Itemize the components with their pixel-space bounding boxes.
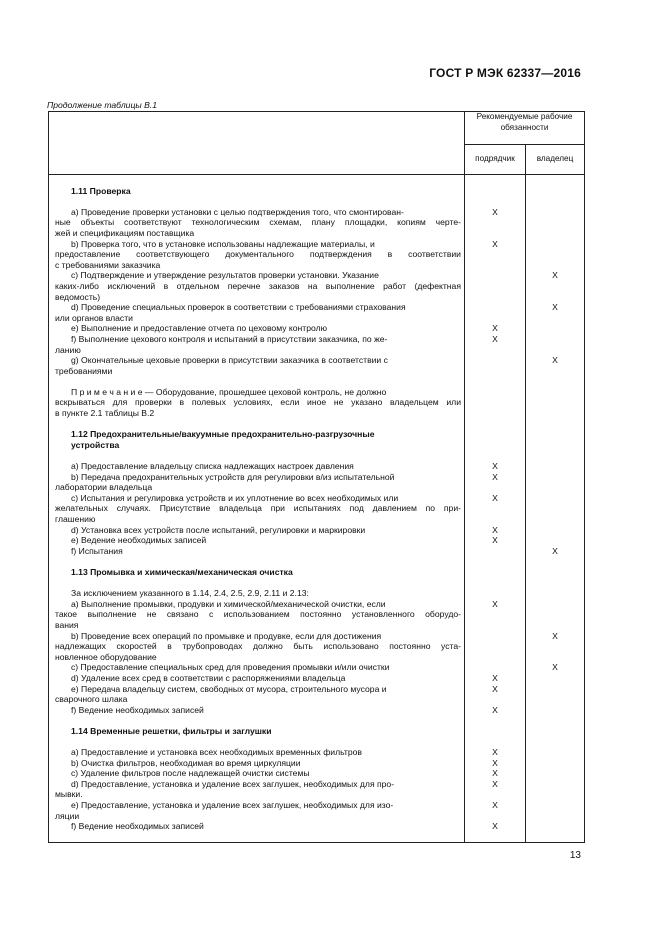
contractor-mark — [465, 419, 525, 430]
item-text-line: новленное оборудование — [55, 651, 157, 662]
item-text-line: c) Удаление фильтров после надлежащей очистки системы — [71, 768, 310, 779]
item-text-line: ляции — [55, 810, 80, 821]
contractor-mark — [465, 313, 525, 324]
item-text-line: лаборатории владельца — [55, 482, 153, 493]
contractor-mark: X — [492, 683, 498, 694]
contractor-mark — [465, 355, 525, 366]
owner-mark: X — [552, 545, 558, 556]
contractor-mark: X — [492, 672, 498, 683]
contractor-mark: X — [492, 524, 498, 535]
item-text-line: f) Ведение необходимых записей — [71, 821, 204, 832]
item-text-line: такое выполнение не связано с использованием постоянно установленного оборудо- — [55, 609, 461, 620]
item-text-line: ланию — [55, 344, 81, 355]
item-text-line: e) Выполнение и предоставление отчета по цеховому контролю — [71, 323, 328, 334]
owner-mark — [526, 450, 584, 461]
owner-mark — [526, 281, 584, 292]
contractor-mark: X — [492, 492, 498, 503]
header-recommended-duties: Рекомендуемые рабочие обязанности — [465, 112, 585, 145]
description-column — [49, 175, 465, 843]
header-owner: владелец — [526, 144, 585, 174]
contractor-mark — [465, 832, 525, 843]
contractor-mark — [465, 217, 525, 228]
header-contractor: подрядчик — [465, 144, 526, 174]
contractor-mark — [465, 652, 525, 663]
contractor-mark — [465, 556, 525, 567]
item-text-line: b) Проверка того, что в установке использованы надлежащие материалы, и — [71, 238, 375, 249]
owner-mark: X — [552, 630, 558, 641]
owner-mark — [526, 525, 584, 536]
contractor-mark — [465, 588, 525, 599]
owner-mark — [526, 376, 584, 387]
item-text-line: a) Предоставление владельцу списка надлежащих настроек давления — [71, 461, 354, 472]
item-text-line: f) Выполнение цехового контроля и испытаний в присутствии заказчика, по же- — [71, 333, 388, 344]
contractor-mark — [465, 345, 525, 356]
section-heading: 1.12 Предохранительные/вакуумные предохранительно-разгрузочные — [71, 429, 375, 440]
owner-mark — [526, 578, 584, 589]
contractor-mark — [465, 186, 525, 197]
contractor-mark: X — [492, 206, 498, 217]
owner-mark — [526, 705, 584, 716]
item-text-line — [55, 578, 461, 589]
contractor-mark — [465, 715, 525, 726]
owner-mark — [526, 556, 584, 567]
contractor-mark — [465, 726, 525, 737]
item-text-line: d) Установка всех устройств после испытаний, регулировки и маркировки — [71, 524, 366, 535]
contractor-mark: X — [492, 238, 498, 249]
owner-mark — [526, 641, 584, 652]
owner-mark — [526, 397, 584, 408]
contractor-mark: X — [492, 768, 498, 779]
owner-mark — [526, 758, 584, 769]
owner-mark: X — [552, 355, 558, 366]
owner-mark — [526, 609, 584, 620]
contractor-column — [465, 175, 526, 843]
owner-mark — [526, 811, 584, 822]
owner-mark — [526, 239, 584, 250]
contractor-mark: X — [492, 471, 498, 482]
item-text-line: П р и м е ч а н и е — Оборудование, прошедшее цеховой контроль, не должно — [71, 386, 387, 397]
item-text-line: c) Подтверждение и утверждение результатов проверки установки. Указание — [71, 270, 379, 281]
item-text-line: a) Выполнение промывки, продувки и химической/механической очистки, если — [71, 598, 386, 609]
item-text-line — [55, 715, 461, 726]
owner-mark — [526, 419, 584, 430]
contractor-mark — [465, 811, 525, 822]
contractor-mark — [465, 408, 525, 419]
item-text-line: в пункте 2.1 таблицы В.2 — [55, 408, 155, 419]
contractor-mark — [465, 270, 525, 281]
contractor-mark: X — [492, 323, 498, 334]
item-text-line — [55, 736, 461, 747]
owner-mark: X — [552, 270, 558, 281]
contractor-mark — [465, 292, 525, 303]
contractor-mark — [465, 228, 525, 239]
contractor-mark: X — [492, 333, 498, 344]
item-text-line: предоставление соответствующего документального подтверждения в соответствии — [55, 249, 461, 260]
contractor-mark: X — [492, 757, 498, 768]
item-text-line — [55, 450, 461, 461]
item-text-line: b) Очистка фильтров, необходимая во время циркуляции — [71, 757, 301, 768]
item-text-line — [55, 419, 461, 430]
item-text-line: c) Испытания и регулировка устройств и их уплотнение во всех необходимых или — [71, 492, 399, 503]
contractor-mark — [465, 450, 525, 461]
section-heading: 1.14 Временные решетки, фильтры и заглушки — [71, 725, 272, 736]
contractor-mark — [465, 366, 525, 377]
owner-mark — [526, 249, 584, 260]
section-heading: устройства — [71, 439, 120, 450]
item-text-line: a) Предоставление и установка всех необходимых временных фильтров — [71, 747, 362, 758]
item-text-line — [55, 832, 461, 843]
item-text-line — [55, 175, 461, 186]
owner-mark — [526, 747, 584, 758]
contractor-mark — [465, 429, 525, 440]
owner-mark — [526, 535, 584, 546]
owner-mark — [526, 726, 584, 737]
owner-mark — [526, 196, 584, 207]
owner-mark — [526, 684, 584, 695]
owner-mark — [526, 694, 584, 705]
contractor-mark — [465, 387, 525, 398]
item-text-line: b) Передача предохранительных устройств для регулировки в/из испытательной — [71, 471, 395, 482]
owner-mark: X — [552, 302, 558, 313]
owner-mark — [526, 652, 584, 663]
owner-mark — [526, 292, 584, 303]
item-text-line: вания — [55, 619, 79, 630]
item-text-line: d) Удаление всех сред в соответствии с распоряжениями владельца — [71, 672, 346, 683]
item-text-line: требованиями — [55, 365, 113, 376]
owner-mark — [526, 715, 584, 726]
contractor-mark — [465, 397, 525, 408]
table-continuation-caption: Продолжение таблицы В.1 — [47, 100, 157, 110]
owner-mark — [526, 345, 584, 356]
item-text-line: c) Предоставление специальных сред для проведения промывки и/или очистки — [71, 662, 390, 673]
owner-mark — [526, 503, 584, 514]
table-body-row — [49, 175, 585, 843]
item-text-line: b) Проведение всех операций по промывке и продувке, если для достижения — [71, 630, 382, 641]
item-text-line — [55, 556, 461, 567]
item-text-line: f) Ведение необходимых записей — [71, 704, 204, 715]
contractor-mark — [465, 567, 525, 578]
owner-mark — [526, 217, 584, 228]
item-text-line: вскрываться для проверки в полевых условиях, если иное не указано владельцем или — [55, 397, 461, 408]
owner-mark — [526, 440, 584, 451]
item-text-line — [55, 376, 461, 387]
item-text-line: надлежащих скоростей в трубопроводах должно быть использовано постоянно уста- — [55, 641, 461, 652]
owner-mark — [526, 482, 584, 493]
owner-mark: X — [552, 662, 558, 673]
owner-mark — [526, 186, 584, 197]
item-text-line — [55, 196, 461, 207]
owner-mark — [526, 779, 584, 790]
owner-mark — [526, 768, 584, 779]
item-text-line: мывки. — [55, 789, 83, 800]
section-heading: 1.13 Промывка и химическая/механическая очистка — [71, 566, 293, 577]
owner-mark — [526, 323, 584, 334]
owner-mark — [526, 832, 584, 843]
item-text-line: a) Проведение проверки установки с целью подтверждения того, что смонтирован- — [71, 206, 404, 217]
owner-mark — [526, 366, 584, 377]
contractor-mark — [465, 662, 525, 673]
contractor-mark — [465, 578, 525, 589]
contractor-mark — [465, 260, 525, 271]
owner-mark — [526, 175, 584, 186]
owner-mark — [526, 588, 584, 599]
owner-mark — [526, 472, 584, 483]
contractor-mark — [465, 376, 525, 387]
owner-mark — [526, 800, 584, 811]
contractor-mark: X — [492, 598, 498, 609]
item-text-line: ведомость) — [55, 291, 101, 302]
contractor-mark: X — [492, 778, 498, 789]
owner-mark — [526, 429, 584, 440]
owner-mark — [526, 228, 584, 239]
table-header-row — [49, 112, 585, 145]
contractor-mark — [465, 514, 525, 525]
item-text-line: d) Проведение специальных проверок в соответствии с требованиями страхования — [71, 302, 406, 313]
owner-mark — [526, 514, 584, 525]
owner-mark — [526, 493, 584, 504]
standard-designation: ГОСТ Р МЭК 62337—2016 — [429, 66, 581, 80]
owner-mark — [526, 673, 584, 684]
item-text-line: e) Предоставление, установка и удаление всех заглушек, необходимых для изо- — [71, 800, 394, 811]
item-text-line: жей и спецификациям поставщика — [55, 227, 195, 238]
page-number: 13 — [569, 850, 581, 861]
contractor-mark: X — [492, 747, 498, 758]
owner-mark — [526, 736, 584, 747]
contractor-mark: X — [492, 704, 498, 715]
owner-mark — [526, 387, 584, 398]
contractor-mark — [465, 482, 525, 493]
obligations-table — [48, 111, 585, 843]
item-text-line: желательных случаях. Присутствие владельца при испытаниях под давлением по при- — [55, 503, 461, 514]
owner-mark — [526, 461, 584, 472]
contractor-mark — [465, 694, 525, 705]
contractor-mark: X — [492, 821, 498, 832]
owner-mark — [526, 313, 584, 324]
contractor-mark — [465, 249, 525, 260]
item-text-line: g) Окончательные цеховые проверки в присутствии заказчика в соответствии с — [71, 355, 388, 366]
owner-mark — [526, 789, 584, 800]
owner-mark — [526, 821, 584, 832]
item-text-line: каких-либо исключений в отдельном перечне заказов на выполнение работ (дефектная — [55, 280, 461, 291]
item-text-line: с требованиями заказчика — [55, 259, 161, 270]
owner-mark — [526, 620, 584, 631]
owner-mark — [526, 408, 584, 419]
contractor-mark: X — [492, 461, 498, 472]
item-text-line: или органов власти — [55, 312, 133, 323]
contractor-mark — [465, 503, 525, 514]
contractor-mark — [465, 196, 525, 207]
contractor-mark: X — [492, 535, 498, 546]
owner-mark — [526, 207, 584, 218]
item-text-line: ные объекты соответствуют технологическим схемам, плану площадки, копиям черте- — [55, 217, 461, 228]
contractor-mark — [465, 789, 525, 800]
contractor-mark — [465, 440, 525, 451]
item-text-line: сварочного шлака — [55, 694, 128, 705]
contractor-mark — [465, 631, 525, 642]
item-text-line: За исключением указанного в 1.14, 2.4, 2.5, 2.9, 2.11 и 2.13: — [71, 588, 309, 599]
owner-column — [526, 175, 585, 843]
owner-mark — [526, 567, 584, 578]
section-heading: 1.11 Проверка — [71, 185, 131, 196]
item-text-line: e) Передача владельцу систем, свободных от мусора, строительного мусора и — [71, 683, 387, 694]
contractor-mark — [465, 609, 525, 620]
item-text-line: d) Предоставление, установка и удаление всех заглушек, необходимых для про- — [71, 778, 395, 789]
owner-mark — [526, 599, 584, 610]
header-description-cell — [49, 112, 465, 175]
item-text-line: f) Испытания — [71, 545, 123, 556]
contractor-mark — [465, 175, 525, 186]
contractor-mark: X — [492, 800, 498, 811]
owner-mark — [526, 260, 584, 271]
item-text-line: e) Ведение необходимых записей — [71, 535, 207, 546]
contractor-mark — [465, 546, 525, 557]
contractor-mark — [465, 281, 525, 292]
contractor-mark — [465, 620, 525, 631]
owner-mark — [526, 334, 584, 345]
item-text-line: глашению — [55, 514, 96, 524]
contractor-mark — [465, 736, 525, 747]
contractor-mark — [465, 302, 525, 313]
contractor-mark — [465, 641, 525, 652]
